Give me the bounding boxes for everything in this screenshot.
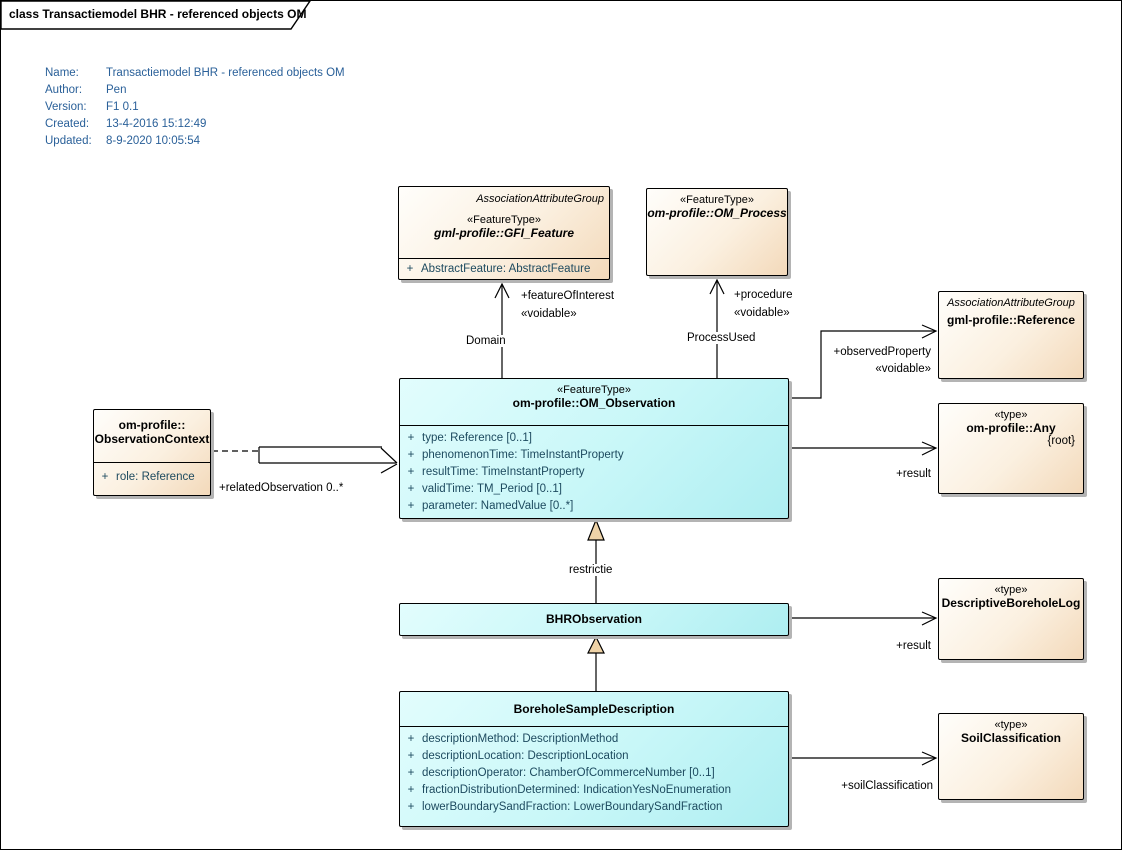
class-any [938,403,1084,494]
class-name: om-profile::Any [966,421,1056,435]
attribute-row: + lowerBoundarySandFraction: LowerBoundarySandFraction [407,801,723,813]
class-stereotype: «FeatureType» [680,194,754,206]
attribute-row: + descriptionOperator: ChamberOfCommerceNumber [0..1] [407,767,715,779]
meta-row-updated: Updated: 8-9-2020 10:05:54 [45,135,200,147]
generalization-label-restrictie: restrictie [569,564,613,576]
class-name: BoreholeSampleDescription [513,702,675,716]
meta-row-author: Author: Pen [45,84,127,96]
attribute-row: + fractionDistributionDetermined: IndicationYesNoEnumeration [407,784,731,796]
role-result: +result [896,640,931,652]
class-descriptive-borehole-log [938,578,1084,660]
class-gfi-feature [398,186,610,280]
meta-row-version: Version: F1 0.1 [45,101,139,113]
attribute-row: + AbstractFeature: AbstractFeature [406,263,591,275]
association-name-process-used: ProcessUsed [687,332,756,344]
attribute-row: + descriptionMethod: DescriptionMethod [407,733,619,745]
class-borehole-sample-description [399,691,789,827]
attribute-row: + resultTime: TimeInstantProperty [407,466,585,478]
class-name: DescriptiveBoreholeLog [941,596,1081,610]
stereotype-voidable: «voidable» [521,308,577,320]
meta-row-name: Name: Transactiemodel BHR - referenced objects OM [45,67,345,79]
class-reference [938,291,1084,379]
stereotype-voidable: «voidable» [734,307,790,319]
attribute-row: + type: Reference [0..1] [407,432,532,444]
attribute-row: + validTime: TM_Period [0..1] [407,483,562,495]
class-om-process [646,188,788,276]
role-related-observation: +relatedObservation 0..* [219,482,344,494]
class-name: om-profile::OM_Process [647,206,787,220]
stereotype-voidable: «voidable» [875,363,931,375]
attribute-row: + descriptionLocation: DescriptionLocation [407,750,629,762]
class-name: ObservationContext [94,432,210,446]
class-name: SoilClassification [960,731,1062,745]
class-stereotype: «type» [994,584,1028,596]
class-om-observation [399,378,789,519]
class-stereotype: «type» [994,719,1028,731]
class-observation-context [93,409,211,496]
diagram-title: class Transactiemodel BHR - referenced objects OM [9,7,307,21]
generalization-triangle-icon [588,520,604,540]
class-name: om-profile:: [118,418,186,432]
class-tag: AssociationAttributeGroup [947,297,1075,309]
generalization-triangle-icon [588,637,604,653]
class-soil-classification [938,713,1084,800]
role-procedure: +procedure [734,289,793,301]
role-observed-property: +observedProperty [833,346,931,358]
class-stereotype: «type» [994,409,1028,421]
role-soil-classification: +soilClassification [841,780,933,792]
diagram-metadata [45,65,345,150]
meta-row-created: Created: 13-4-2016 15:12:49 [45,118,207,130]
class-name: om-profile::OM_Observation [512,396,676,410]
class-bhr-observation [399,603,789,636]
class-stereotype: «FeatureType» [467,214,541,226]
association-name-domain: Domain [466,335,506,347]
attribute-row: + phenomenonTime: TimeInstantProperty [407,449,624,461]
class-stereotype: «FeatureType» [557,384,631,396]
class-name: gml-profile::GFI_Feature [433,226,574,240]
role-result: +result [896,468,931,480]
class-name: gml-profile::Reference [946,313,1076,327]
class-tag: AssociationAttributeGroup [476,193,604,205]
attribute-row: + role: Reference [101,471,195,483]
attribute-row: + parameter: NamedValue [0..*] [407,500,574,512]
role-feature-of-interest: +featureOfInterest [521,290,615,302]
class-constraint: {root} [1047,435,1075,447]
class-name: BHRObservation [545,612,643,626]
